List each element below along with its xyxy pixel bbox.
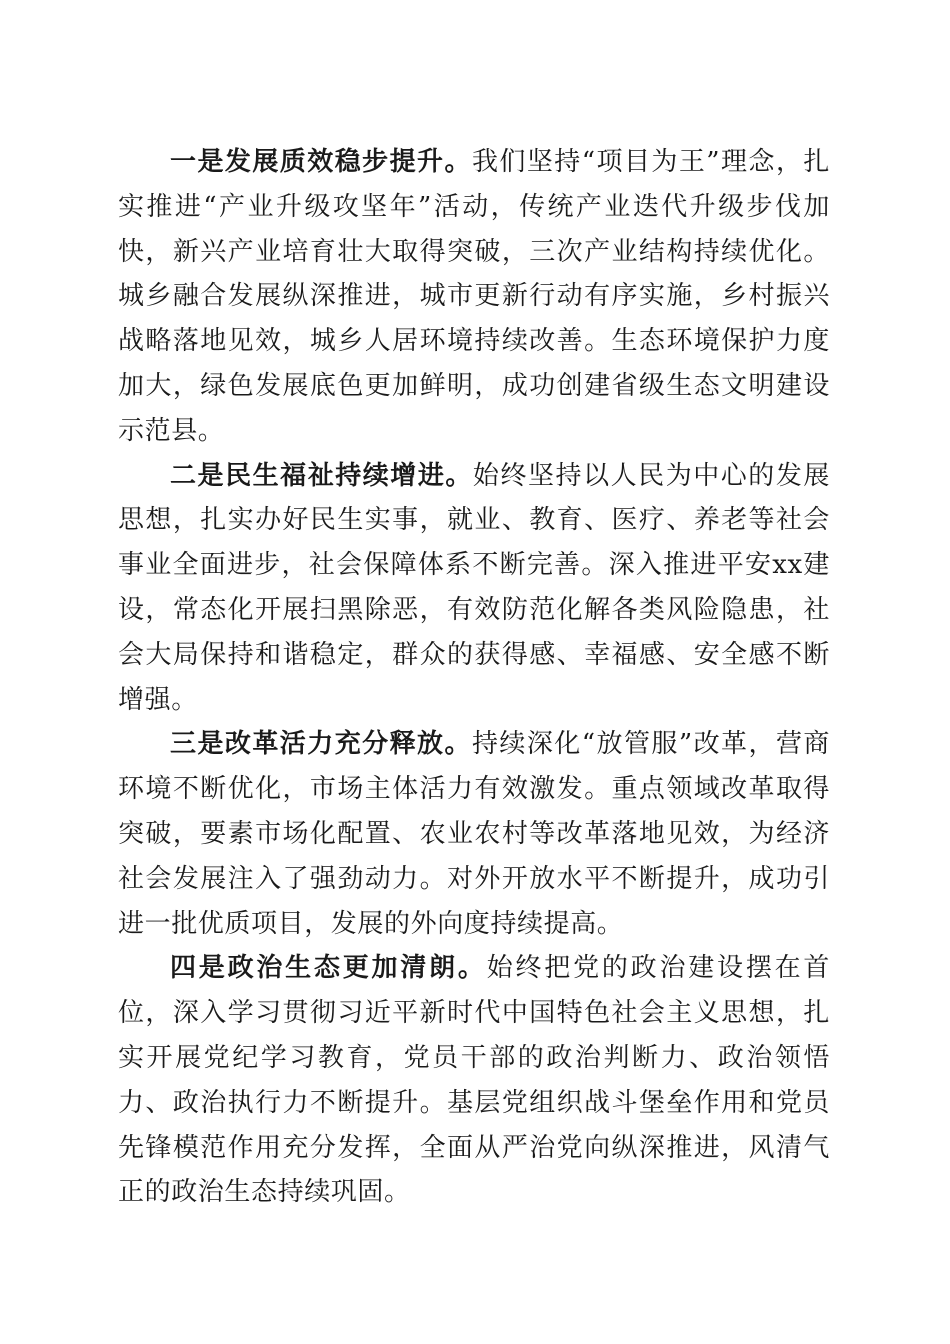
paragraph-heading: 三是改革活力充分释放。 bbox=[170, 729, 472, 760]
paragraph-text: 始终坚持以人民为中心的发展思想，扎实办好民生实事，就业、教育、医疗、养老等社会事业全面进步，社会保障体系不断完善。深入推进平安xx建设，常态化开展扫黑除恶，有效防范化解各类风险隐患，社会大局保持和谐稳定，群众的获得感、幸福感、安全感不断增强。 bbox=[118, 460, 830, 715]
paragraph-political-ecology bbox=[118, 946, 830, 1215]
paragraph-livelihood bbox=[118, 454, 830, 723]
paragraph-text: 持续深化“放管服”改革，营商环境不断优化，市场主体活力有效激发。重点领域改革取得突破，要素市场化配置、农业农村等改革落地见效，为经济社会发展注入了强劲动力。对外开放水平不断提升，成功引进一批优质项目，发展的外向度持续提高。 bbox=[118, 729, 830, 939]
paragraph-heading: 四是政治生态更加清朗。 bbox=[170, 953, 487, 984]
paragraph-heading: 二是民生福祉持续增进。 bbox=[170, 460, 473, 491]
paragraph-heading: 一是发展质效稳步提升。 bbox=[170, 147, 472, 177]
paragraph-text: 我们坚持“项目为王”理念，扎实推进“产业升级攻坚年”活动，传统产业迭代升级步伐加快，新兴产业培育壮大取得突破，三次产业结构持续优化。城乡融合发展纵深推进，城市更新行动有序实施，乡村振兴战略落地见效，城乡人居环境持续改善。生态环境保护力度加大，绿色发展底色更加鲜明，成功创建省级生态文明建设示范县。 bbox=[118, 147, 830, 446]
document-body bbox=[118, 140, 830, 1215]
paragraph-text: 始终把党的政治建设摆在首位，深入学习贯彻习近平新时代中国特色社会主义思想，扎实开展党纪学习教育，党员干部的政治判断力、政治领悟力、政治执行力不断提升。基层党组织战斗堡垒作用和党员先锋模范作用充分发挥，全面从严治党向纵深推进，风清气正的政治生态持续巩固。 bbox=[118, 953, 830, 1208]
paragraph-reform bbox=[118, 722, 830, 946]
paragraph-development-quality bbox=[118, 140, 830, 454]
